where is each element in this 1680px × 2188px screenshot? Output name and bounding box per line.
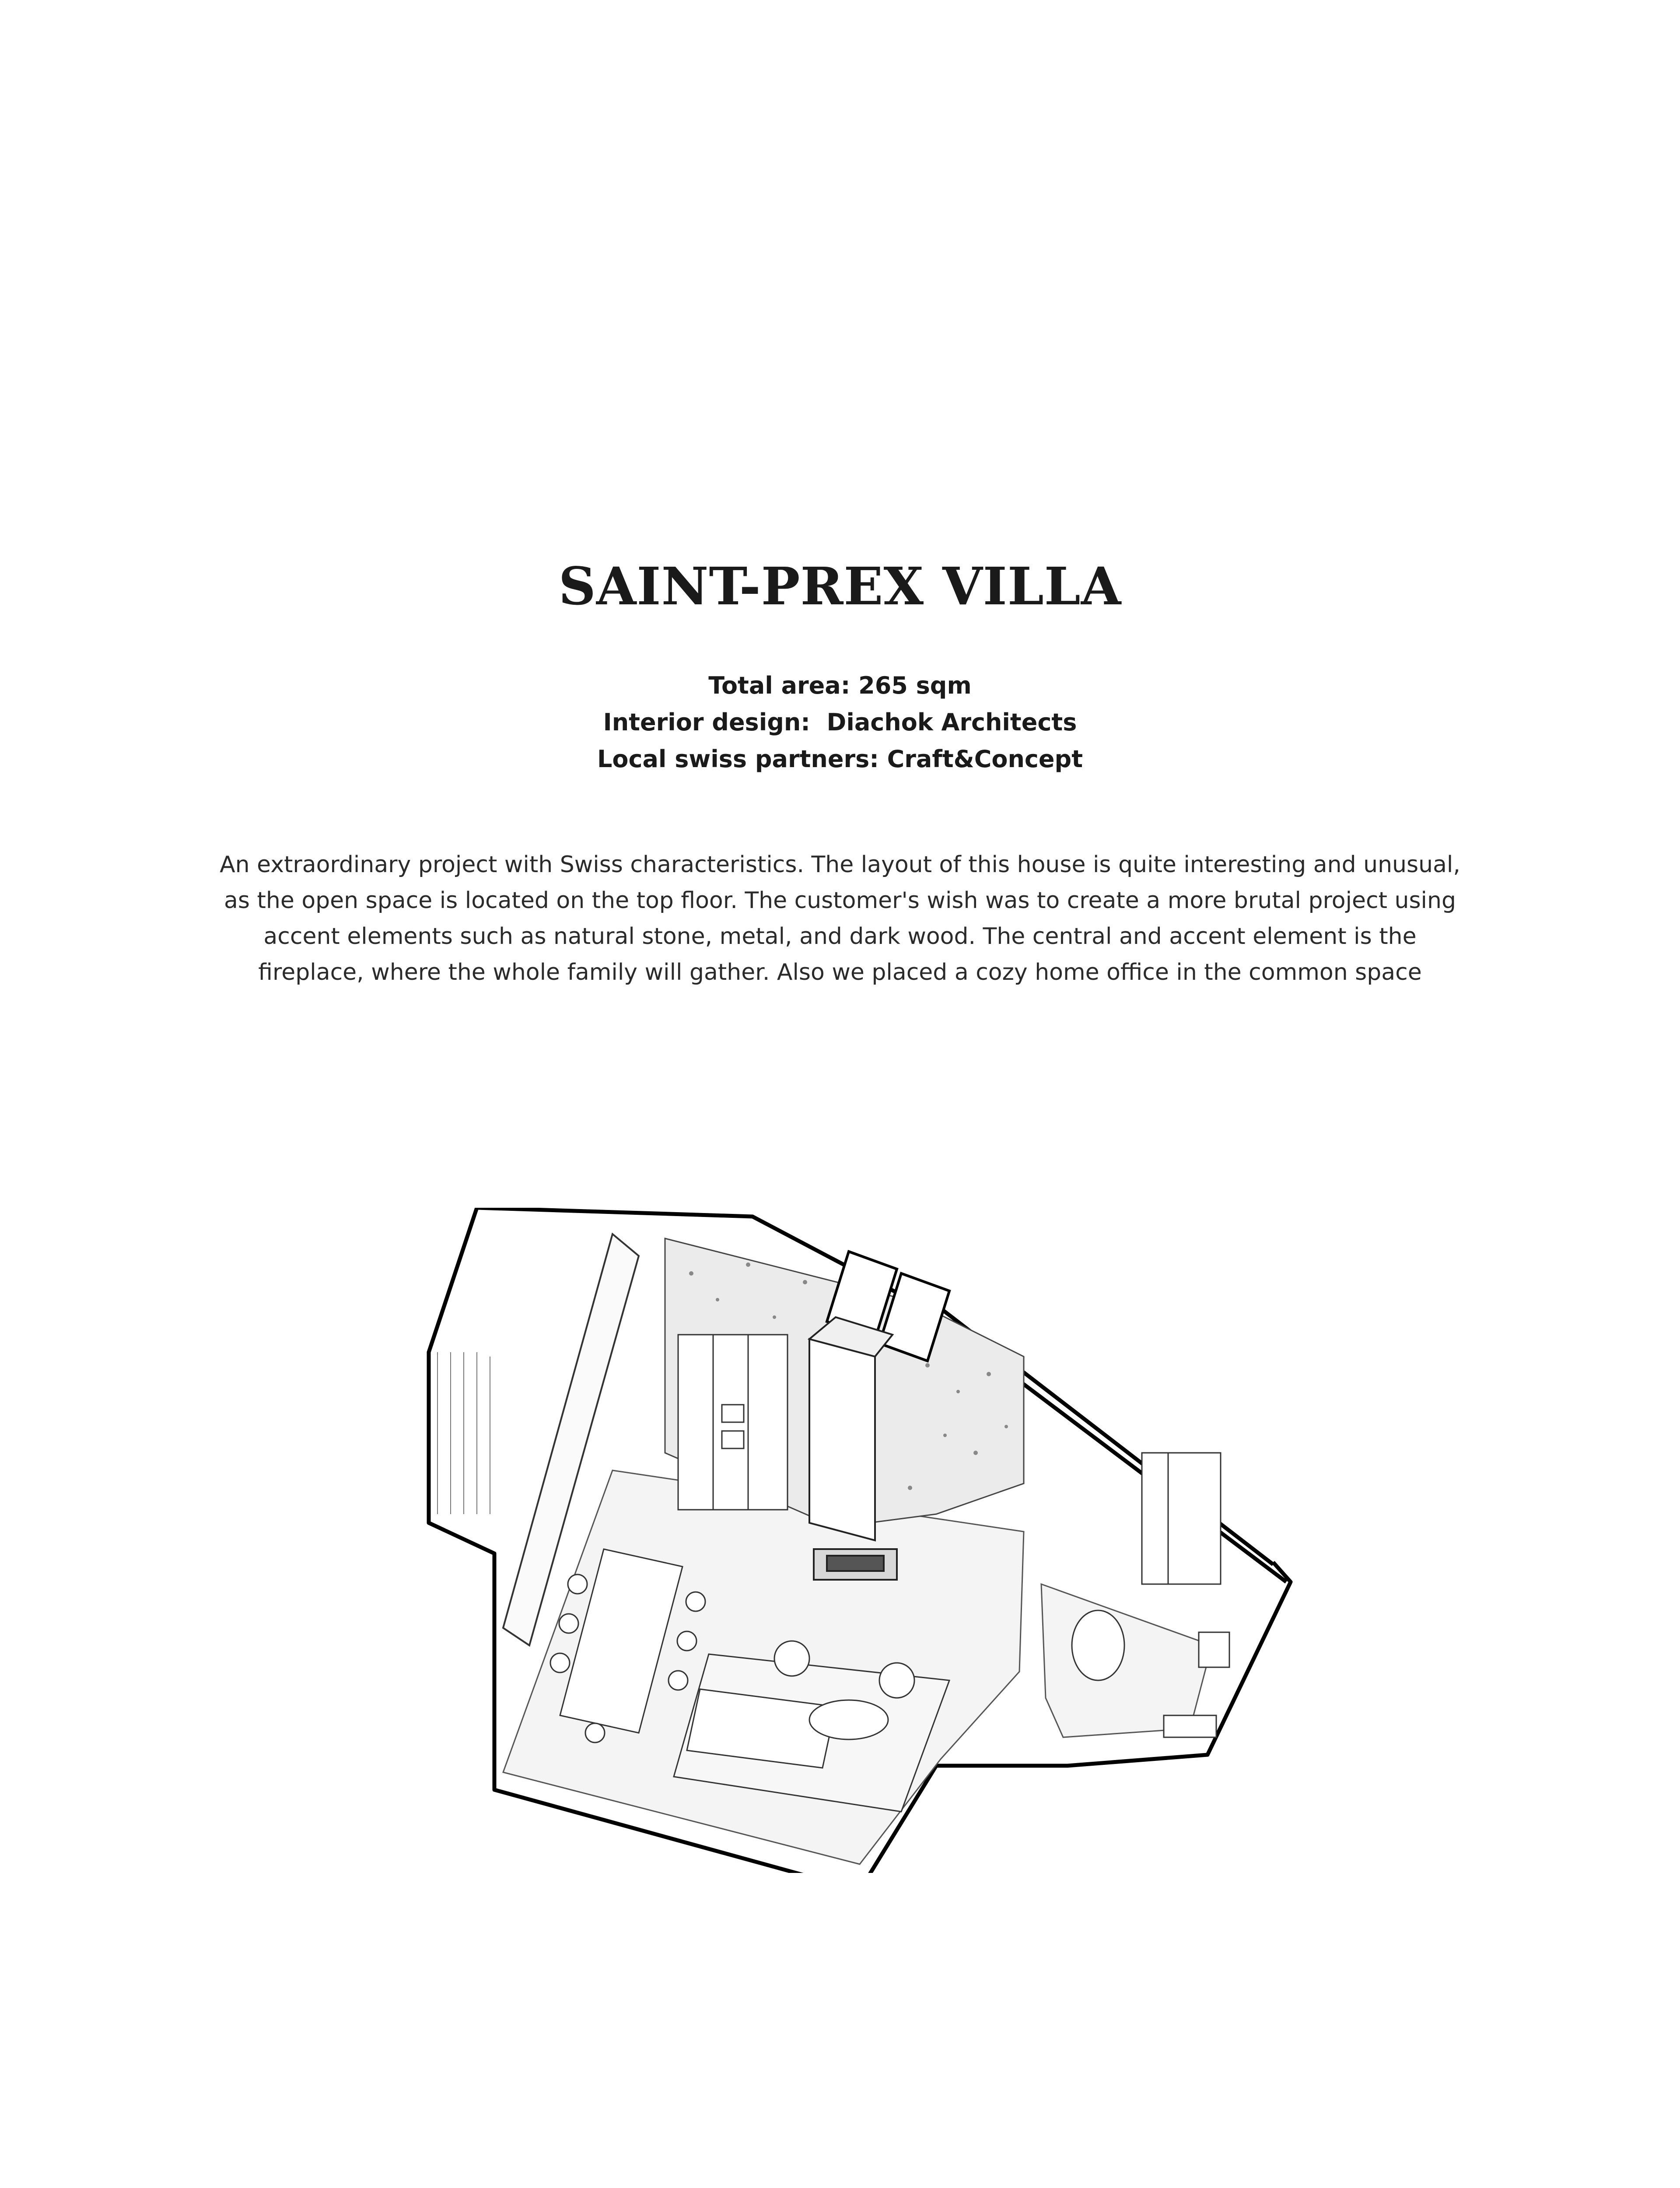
project-description: An extraordinary project with Swiss characteristics. The layout of this house is quite interesting and unusual, as the open space is located on the top floor. The customer's wish was to create a more brutal project using accent elements such as natural stone, metal, and dark wood. The central and accent element is the fireplace, where the whole family will gather. Also we placed a cozy home office in the common space bbox=[220, 852, 1460, 985]
project-meta bbox=[0, 667, 1680, 778]
page-title: SAINT-PREX VILLA bbox=[558, 556, 1122, 617]
local-partners-credit: Local swiss partners: Craft&Concept bbox=[597, 745, 1083, 773]
isometric-floor-plan-drawing bbox=[376, 1208, 1356, 1873]
curtain bbox=[438, 1352, 490, 1514]
interior-design-credit: Interior design: Diachok Architects bbox=[603, 708, 1077, 736]
kitchen-units bbox=[678, 1335, 788, 1510]
total-area: Total area: 265 sqm bbox=[708, 672, 972, 699]
